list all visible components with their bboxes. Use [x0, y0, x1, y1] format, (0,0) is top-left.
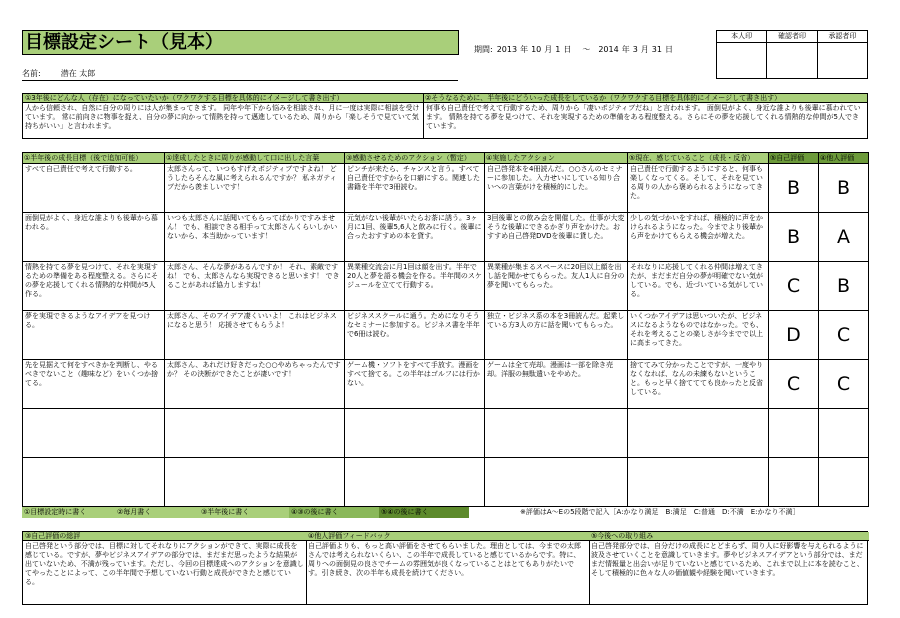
start-year: 2013: [496, 45, 518, 54]
cell-done-action[interactable]: 独立・ビジネス系の本を3冊読んだ。起業している方3人の方に話を聞いてもらった。: [485, 311, 628, 360]
table-row: [23, 360, 869, 409]
goal-section: [22, 93, 868, 139]
cell-done-action[interactable]: ゲームは全て売却。漫画は一部を除き売却。洋服の無駄遣いをやめた。: [485, 360, 628, 409]
cell-growth-goal[interactable]: 先を見据えて何をすべきかを判断し、やるべきでないこと（趣味など）をいくつか捨てる。: [23, 360, 165, 409]
review-other: [306, 532, 589, 604]
goal-divider: [423, 94, 424, 138]
cell-self-eval[interactable]: D: [769, 311, 819, 360]
goal-right-body[interactable]: 何事も自己責任で考えて行動するため、周りから「凄いポジティブだね」と言われます。 面倒見がよく、身近な誰よりも後輩に慕われています。 情熱を持てる夢を見つけて、それを実現するための準備をある程度整える。さらにその夢を応援してくれる情熱的な仲間が5人できています。: [426, 104, 861, 130]
cell-done-action[interactable]: 異業種が集まるスペースに20回以上顔を出し話を聞かせてもらった。友人1人に自分の夢を聞いてもらった。: [485, 262, 628, 311]
cell-growth-goal[interactable]: [23, 458, 165, 507]
header-plan-action: ③感動させるためのアクション（暫定）: [345, 153, 485, 164]
cell-words[interactable]: [165, 409, 345, 458]
cell-plan-action[interactable]: 元気がない後輩がいたらお茶に誘う。3ヶ月に1回、後輩5,6人と飲みに行く。後輩に合ったおすすめの本を貸す。: [345, 213, 485, 262]
review-self: [23, 532, 306, 604]
legend-item-5: ⑤④の後に書く: [379, 507, 469, 518]
stamp-label-approver: 承認者印: [817, 31, 867, 43]
cell-reflection[interactable]: [628, 409, 769, 458]
goal-right-header: ②そうなるために、半年後にどういった成長をしているか（ワクワクする目標を具体的にイメージして書き出す）: [423, 94, 867, 103]
end-day: 31: [651, 45, 662, 54]
cell-growth-goal[interactable]: 情熱を持てる夢を見つけて、それを実現するための準備をある程度整える。さらにその夢を応援してくれる情熱的な仲間が5人作る。: [23, 262, 165, 311]
cell-self-eval[interactable]: C: [769, 262, 819, 311]
table-row: [23, 164, 869, 213]
stamp-label-checker: 確認者印: [767, 31, 817, 43]
cell-words[interactable]: 太郎さん、そんな夢があるんですか！ それ、素敵ですね！ でも、太郎さんなら実現できると思います！ できることがあれば協力しますね！: [165, 262, 345, 311]
name-row: [22, 68, 95, 80]
table-row: [23, 213, 869, 262]
cell-reflection[interactable]: いくつかアイデアは思いついたが、ビジネスになるようなものではなかった。でも、それを考えることの楽しさが今までで以上に高まってきた。: [628, 311, 769, 360]
stamp-box-self[interactable]: [717, 43, 767, 79]
stamp-label-self: 本人印: [717, 31, 767, 43]
table-row: [23, 311, 869, 360]
name-label: 名前:: [22, 69, 41, 78]
page-title: 目標設定シート（見本）: [25, 32, 223, 53]
review-future-body[interactable]: 自己啓発部分では、自分だけの成長にとどまらず、周り人に好影響を与えられるように波及させていくことを意識していきます。夢やビジネスアイデアという部分では、まだまだ情報量と出会いが足りていないと感じているため、これまで以上に本を読むこと、そして積極的に色々な人の価値観や経験を聞いていきます。: [591, 542, 864, 577]
cell-reflection[interactable]: 少しの気づかいをすれば、積極的に声をかけられるようになった。今までより後輩から声をかけてもらえる機会が増えた。: [628, 213, 769, 262]
cell-words[interactable]: 太郎さん、そのアイデア凄くいいよ！ これはビジネスになると思う！ 応援させてもらうよ！: [165, 311, 345, 360]
stamp-box-approver[interactable]: [817, 43, 867, 79]
cell-plan-action[interactable]: [345, 409, 485, 458]
header-words: ①達成したときに周りが感動して口に出した言葉: [165, 153, 345, 164]
evaluation-note: ※評価はA～Eの5段階で記入［A:かなり満足 B:満足 C:普通 D:不満 E:かなり不満］: [520, 508, 800, 516]
cell-reflection[interactable]: 自己責任で行動するようにすると、何事も楽しくなってくる。そして、それを見ている周りの人から褒められるようになってきた。: [628, 164, 769, 213]
cell-growth-goal[interactable]: [23, 409, 165, 458]
cell-reflection[interactable]: 捨ててみて分かったことですが、一度やりなくなれば、なんの未練もないということ。もっと早く捨ててても良かったと反省している。: [628, 360, 769, 409]
cell-other-eval[interactable]: [819, 409, 869, 458]
review-future: [589, 532, 869, 604]
review-other-body[interactable]: 自己評価よりも、もっと高い評価をさせてもらいました。理由としては、今までの太郎さんでは考えられないくらい、この半年で成長していると感じているからです。特に、周りへの面倒見の良さでチームの雰囲気が良くなっていることはとてもありがたいです。引き続き、次の半年も成長を続けてください。: [308, 542, 581, 577]
name-value: 潜在 太郎: [60, 69, 96, 78]
table-header-row: [23, 153, 869, 164]
cell-done-action[interactable]: 自己啓発本を4冊読んだ。○○さんのセミナーに参加した。入力せいにしている知り合いへの言葉がけを積極的にした。: [485, 164, 628, 213]
end-month: 3: [632, 45, 638, 54]
header-self-eval: ⑤自己評価: [769, 153, 819, 164]
cell-words[interactable]: [165, 458, 345, 507]
cell-self-eval[interactable]: [769, 458, 819, 507]
cell-growth-goal[interactable]: 夢を実現できるようなアイデアを見つける。: [23, 311, 165, 360]
review-self-body[interactable]: 自己啓発という部分では、目標に対してそれなりにアクションができて、実際に成長を感じている。ですが、夢やビジネスアイデアの部分では、まだまだ思ったような結果が出ていないため、不満が残っています。ただし、今回の目標達成へのアクションを意識してやったことによって、この半年間で予想していない行動と成長ができたと感じている。: [25, 542, 304, 586]
legend-item-1: ①目標設定時に書く: [22, 507, 115, 518]
table-row: [23, 409, 869, 458]
cell-done-action[interactable]: 3回後輩との飲み会を開催した。仕事が大変そうな後輩にできるかぎり声をかけた。おすすめ自己啓発DVDを後輩に貸した。: [485, 213, 628, 262]
start-day: 1: [555, 45, 561, 54]
review-self-header: ③自己評価の総評: [23, 532, 306, 541]
cell-plan-action[interactable]: ピンチが来たら、チャンスと言う。すべて自己責任ですからを口癖にする。関連した書籍を半年で3冊読む。: [345, 164, 485, 213]
header-growth-goal: ①半年後の成長目標（後で追加可能）: [23, 153, 165, 164]
table-row: [23, 262, 869, 311]
review-section: [22, 531, 868, 605]
legend-item-3: ③半年後に書く: [199, 507, 289, 518]
cell-self-eval[interactable]: B: [769, 213, 819, 262]
goal-left-header: ①3年後にどんな人（存在）になっていたいか（ワクワクする目標を具体的にイメージして書き出す）: [23, 94, 423, 103]
period: 期間: 2013 年 10 月 1 日 ～ 2014 年 3 月 31 日: [474, 45, 673, 54]
cell-plan-action[interactable]: [345, 458, 485, 507]
name-underline: [22, 80, 458, 81]
cell-done-action[interactable]: [485, 409, 628, 458]
cell-done-action[interactable]: [485, 458, 628, 507]
table-row: [23, 458, 869, 507]
cell-self-eval[interactable]: B: [769, 164, 819, 213]
cell-other-eval[interactable]: A: [819, 213, 869, 262]
cell-growth-goal[interactable]: すべて自己責任で考えて行動する。: [23, 164, 165, 213]
cell-reflection[interactable]: [628, 458, 769, 507]
legend: [22, 507, 868, 518]
cell-reflection[interactable]: それなりに応援してくれる仲間は増えてきたが、まだまだ自分の夢が明確でない気がしている。でも、近づいている気がしている。: [628, 262, 769, 311]
cell-other-eval[interactable]: C: [819, 311, 869, 360]
cell-words[interactable]: 太郎さん、あれだけ好きだった○○やめちゃったんですか？ その決断ができたことが凄いです！: [165, 360, 345, 409]
cell-words[interactable]: 太郎さんって、いつもすげえポジティブですよね！ どうしたらそんな風に考えられるんですか？ 私ネガティブだから羨ましいです！: [165, 164, 345, 213]
review-other-header: ④他人評価フィードバック: [306, 532, 589, 541]
cell-other-eval[interactable]: C: [819, 360, 869, 409]
cell-other-eval[interactable]: [819, 458, 869, 507]
cell-plan-action[interactable]: ゲーム機・ソフトをすべて手放す。漫画をすべて捨てる。この半年はゴルフには行かない。: [345, 360, 485, 409]
cell-plan-action[interactable]: 異業種交流会に月1回は顔を出す。半年で20人と夢を語る機会を作る。半年間のスケジュールを立てて行動する。: [345, 262, 485, 311]
cell-growth-goal[interactable]: 面倒見がよく、身近な誰よりも後輩から慕われる。: [23, 213, 165, 262]
cell-other-eval[interactable]: B: [819, 164, 869, 213]
cell-self-eval[interactable]: C: [769, 360, 819, 409]
goal-table: [22, 152, 869, 507]
cell-other-eval[interactable]: B: [819, 262, 869, 311]
title-box: [22, 30, 459, 55]
legend-item-2: ②毎月書く: [115, 507, 199, 518]
start-month: 10: [531, 45, 542, 54]
stamp-box-checker[interactable]: [767, 43, 817, 79]
period-separator: ～: [582, 45, 591, 54]
header-done-action: ④実施したアクション: [485, 153, 628, 164]
cell-self-eval[interactable]: [769, 409, 819, 458]
cell-plan-action[interactable]: ビジネススクールに通う。ためになりそうなセミナーに参加する。ビジネス書を半年で6冊は読む。: [345, 311, 485, 360]
end-year: 2014: [598, 45, 619, 54]
cell-words[interactable]: いつも太郎さんに話聞いてもらってばかりですみません！ でも、相談できる相手って太郎さんくらいしかいないから、本当助かっています！: [165, 213, 345, 262]
header-reflection: ⑤現在、感じていること（成長・反省）: [628, 153, 769, 164]
header-other-eval: ④他人評価: [819, 153, 869, 164]
legend-item-4: ④③の後に書く: [289, 507, 379, 518]
goal-left-body[interactable]: 人から信頼され、自然に自分の周りには人が集まってきます。 同年や年下から悩みを相談され、月に一度は実際に相談を受けています。 常に前向きに物事を捉え、自分の夢に向かって情熱を持って邁進しているため、周りから「楽しそうで見ていて気持ちがいい」と言われます。: [25, 104, 420, 130]
period-label: 期間:: [474, 45, 493, 54]
review-future-header: ⑤今後への取り組み: [589, 532, 869, 541]
stamp-table: [716, 30, 868, 79]
